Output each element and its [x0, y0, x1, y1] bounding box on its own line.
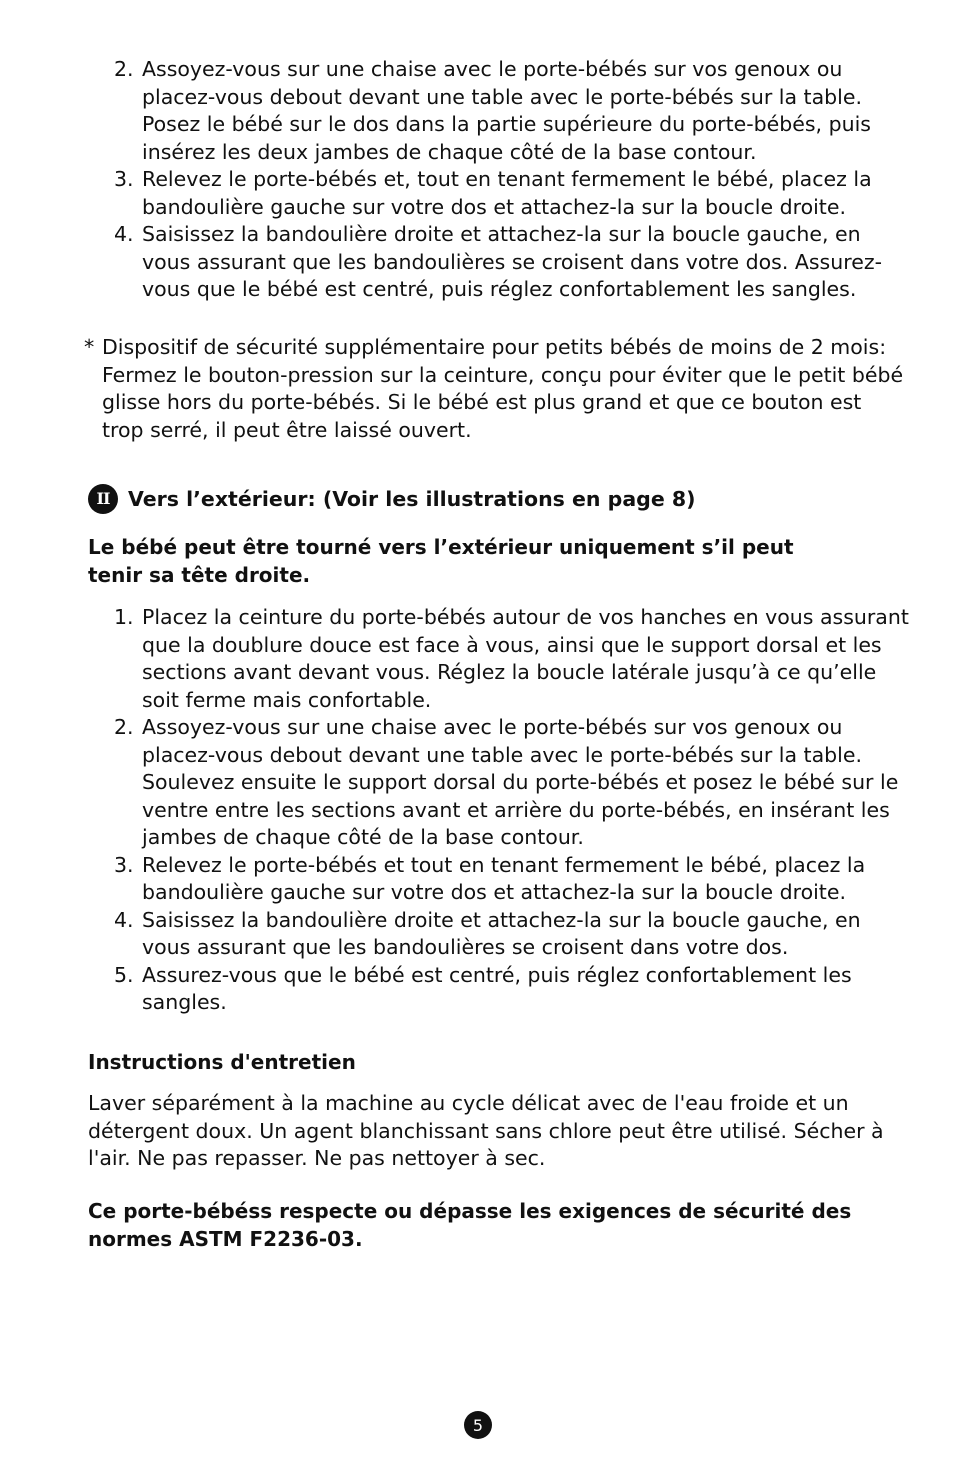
section-heading: [88, 484, 696, 514]
step-text: Placez la ceinture du porte-bébés autour de vos hanches en vous assurant que la doublure douce est face à vous, ainsi que le support dorsal et les sections avant devant vous. Réglez la boucle latérale jusqu’à ce qu’elle soit ferme mais confortable.: [142, 605, 909, 712]
list-item: [0, 907, 954, 962]
list-item: [0, 714, 954, 852]
list-item: [0, 56, 954, 166]
step-number: 4.: [114, 222, 134, 246]
steps-part1-list: [0, 56, 954, 304]
step-number: 5.: [114, 962, 134, 987]
roman-numeral-badge: II: [88, 484, 118, 514]
list-item: [0, 604, 954, 714]
note-marker: *: [84, 335, 95, 359]
head-control-warning: Le bébé peut être tourné vers l’extérieur uniquement s’il peut tenir sa tête droite.: [88, 535, 794, 587]
step-number: 1.: [114, 605, 134, 629]
safety-note: [84, 334, 904, 444]
steps-part1: [0, 56, 954, 304]
care-text: Laver séparément à la machine au cycle délicat avec de l'eau froide et un détergent doux. Un agent blanchissant sans chlore peut être utilisé. Sécher à l'air. Ne pas repasser. Ne pas nettoyer à sec.: [88, 1091, 884, 1170]
list-item: [0, 852, 954, 907]
step-number: 2.: [114, 57, 134, 81]
step-text: Relevez le porte-bébés et tout en tenant fermement le bébé, placez la bandoulière gauche sur votre dos et attachez-la sur la boucle droite.: [142, 852, 866, 904]
step-text: Relevez le porte-bébés et, tout en tenant fermement le bébé, placez la bandoulière gauche sur votre dos et attachez-la sur la boucle droite.: [142, 167, 872, 219]
step-text: Assoyez-vous sur une chaise avec le porte-bébés sur vos genoux ou placez-vous debout devant une table avec le porte-bébés sur la table. Posez le bébé sur le dos dans la partie supérieure du porte-bébés, puis insérez les deux jambes de chaque côté de la base contour.: [142, 57, 871, 164]
compliance-statement: Ce porte-bébéss respecte ou dépasse les exigences de sécurité des normes ASTM F2236-03.: [88, 1199, 852, 1251]
care-title: Instructions d'entretien: [88, 1050, 356, 1074]
step-number: 3.: [114, 852, 134, 877]
step-number: 2.: [114, 715, 134, 739]
section-title: Vers l’extérieur: (Voir les illustrations en page 8): [128, 487, 696, 511]
step-text: Saisissez la bandoulière droite et attachez-la sur la boucle gauche, en vous assurant que les bandoulières se croisent dans votre dos. Assurez-vous que le bébé est centré, puis réglez confortablement les sangles.: [142, 222, 882, 301]
list-item: [0, 962, 954, 1017]
steps-part2-list: [0, 604, 954, 1017]
step-number: 3.: [114, 167, 134, 191]
list-item: [0, 221, 954, 304]
step-text: Assoyez-vous sur une chaise avec le porte-bébés sur vos genoux ou placez-vous debout devant une table avec le porte-bébés sur la table. Soulevez ensuite le support dorsal du porte-bébés et posez le bébé sur le ventre entre les sections avant et arrière du porte-bébés, en insérant les jambes de chaque côté de la base contour.: [142, 715, 899, 849]
steps-part2: [0, 604, 954, 1017]
list-item: [0, 166, 954, 221]
step-text: Assurez-vous que le bébé est centré, puis réglez confortablement les sangles.: [142, 962, 852, 1014]
page-number-badge: 5: [464, 1411, 492, 1439]
note-text: Dispositif de sécurité supplémentaire pour petits bébés de moins de 2 mois: Fermez le bouton-pression sur la ceinture, conçu pour éviter que le petit bébé glisse hors du porte-bébés. Si le bébé est plus grand et que ce bouton est trop serré, il peut être laissé ouvert.: [102, 335, 904, 442]
step-text: Saisissez la bandoulière droite et attachez-la sur la boucle gauche, en vous assurant que les bandoulières se croisent dans votre dos.: [142, 907, 861, 959]
step-number: 4.: [114, 907, 134, 932]
